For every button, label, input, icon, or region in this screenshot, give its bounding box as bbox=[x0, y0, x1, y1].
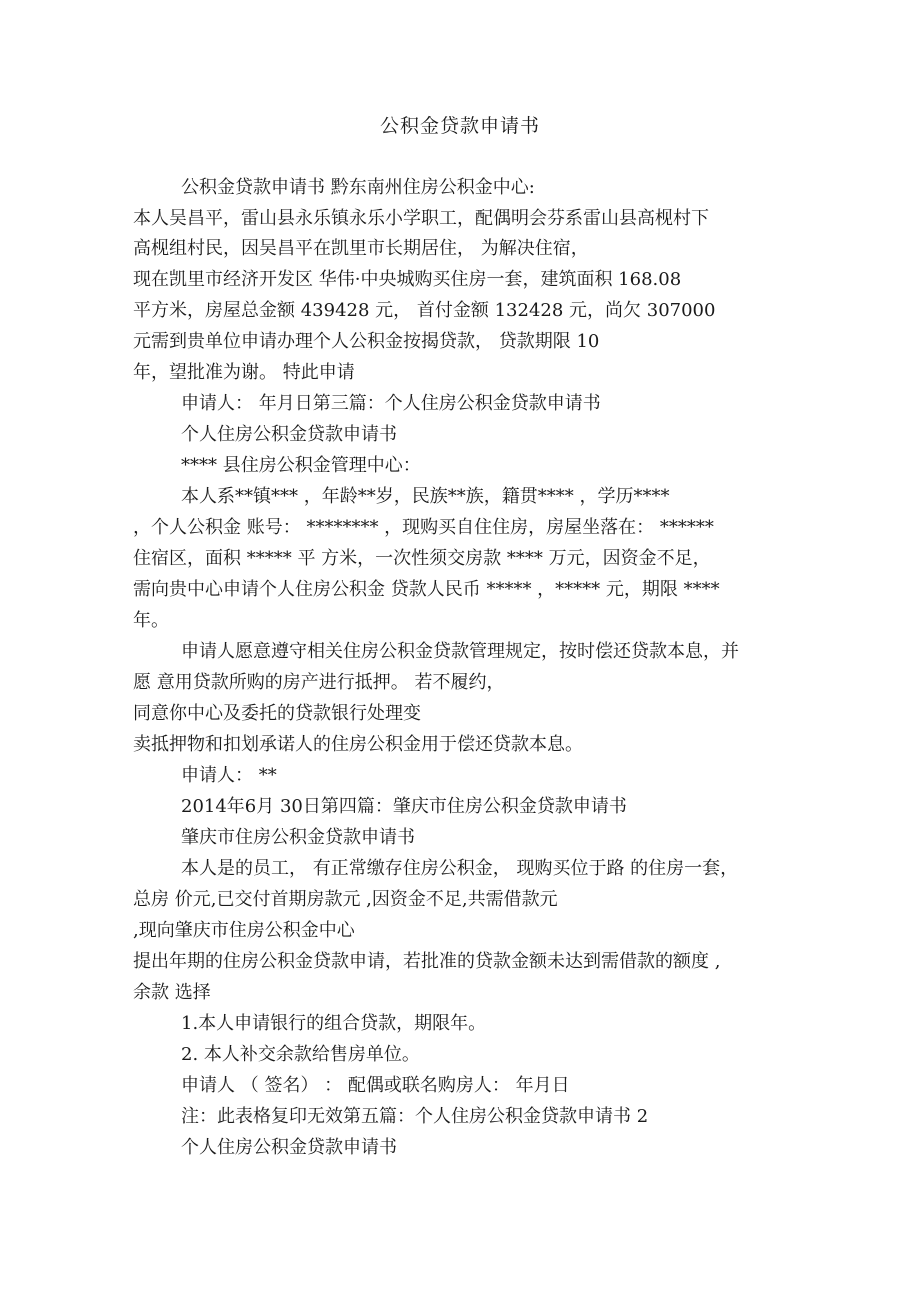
text-line: 本人是的员工， 有正常缴存住房公积金， 现购买位于路 的住房一套， bbox=[181, 858, 739, 879]
text-line: 申请人： ** bbox=[181, 765, 277, 786]
text-line: 本人系**镇*** ，年龄**岁，民族**族，籍贯**** ，学历**** bbox=[181, 486, 670, 507]
text-line: 高枧组村民，因吴昌平在凯里市长期居住， 为解决住宿， bbox=[133, 238, 589, 259]
text-line: 元需到贵单位申请办理个人公积金按揭贷款， 贷款期限 10 bbox=[133, 331, 600, 352]
text-line: ，个人公积金 账号： ******** ，现购买自住住房，房屋坐落在： ****** bbox=[133, 517, 714, 538]
text-line: 申请人 （ 签名） ： 配偶或联名购房人： 年月日 bbox=[181, 1075, 570, 1096]
text-line: 需向贵中心申请个人住房公积金 贷款人民币 ***** ，***** 元，期限 **** bbox=[133, 579, 720, 600]
document-title: 公积金贷款申请书 bbox=[379, 115, 540, 137]
text-line: 本人吴昌平，雷山县永乐镇永乐小学职工，配偶明会芬系雷山县高枧村下 bbox=[133, 208, 709, 229]
text-line: 注：此表格复印无效第五篇：个人住房公积金贷款申请书 2 bbox=[181, 1106, 649, 1127]
text-line: 提出年期的住房公积金贷款申请，若批准的贷款金额未达到需借款的额度 , bbox=[133, 951, 721, 972]
list-item: 2. 本人补交余款给售房单位。 bbox=[181, 1044, 420, 1065]
section-heading: 肇庆市住房公积金贷款申请书 bbox=[181, 827, 415, 848]
text-line: 平方米，房屋总金额 439428 元， 首付金额 132428 元，尚欠 307000 bbox=[133, 300, 716, 321]
text-line: **** 县住房公积金管理中心： bbox=[181, 455, 421, 476]
text-line: 总房 价元,已交付首期房款元 ,因资金不足,共需借款元 bbox=[133, 889, 558, 910]
text-line: 卖抵押物和扣划承诺人的住房公积金用于偿还贷款本息。 bbox=[133, 734, 583, 755]
text-line: 余款 选择 bbox=[133, 982, 211, 1003]
text-line: ,现向肇庆市住房公积金中心 bbox=[133, 920, 355, 941]
text-line: 年，望批准为谢。 特此申请 bbox=[133, 362, 355, 383]
text-line: 2014年6月 30日第四篇：肇庆市住房公积金贷款申请书 bbox=[181, 796, 627, 817]
text-line: 申请人： 年月日第三篇：个人住房公积金贷款申请书 bbox=[181, 393, 601, 414]
section-heading: 个人住房公积金贷款申请书 bbox=[181, 424, 397, 445]
text-line: 愿 意用贷款所购的房产进行抵押。 若不履约， bbox=[133, 672, 505, 693]
text-line: 现在凯里市经济开发区 华伟·中央城购买住房一套，建筑面积 168.08 bbox=[133, 269, 682, 290]
list-item: 1.本人申请银行的组合贷款，期限年。 bbox=[181, 1013, 487, 1034]
text-line: 申请人愿意遵守相关住房公积金贷款管理规定，按时偿还贷款本息，并 bbox=[181, 641, 739, 662]
text-line: 年。 bbox=[133, 610, 169, 631]
text-line: 公积金贷款申请书 黔东南州住房公积金中心: bbox=[181, 177, 535, 198]
text-line: 住宿区，面积 ***** 平 方米，一次性须交房款 **** 万元，因资金不足， bbox=[133, 548, 711, 569]
section-heading: 个人住房公积金贷款申请书 bbox=[181, 1137, 397, 1158]
text-line: 同意你中心及委托的贷款银行处理变 bbox=[133, 703, 421, 724]
